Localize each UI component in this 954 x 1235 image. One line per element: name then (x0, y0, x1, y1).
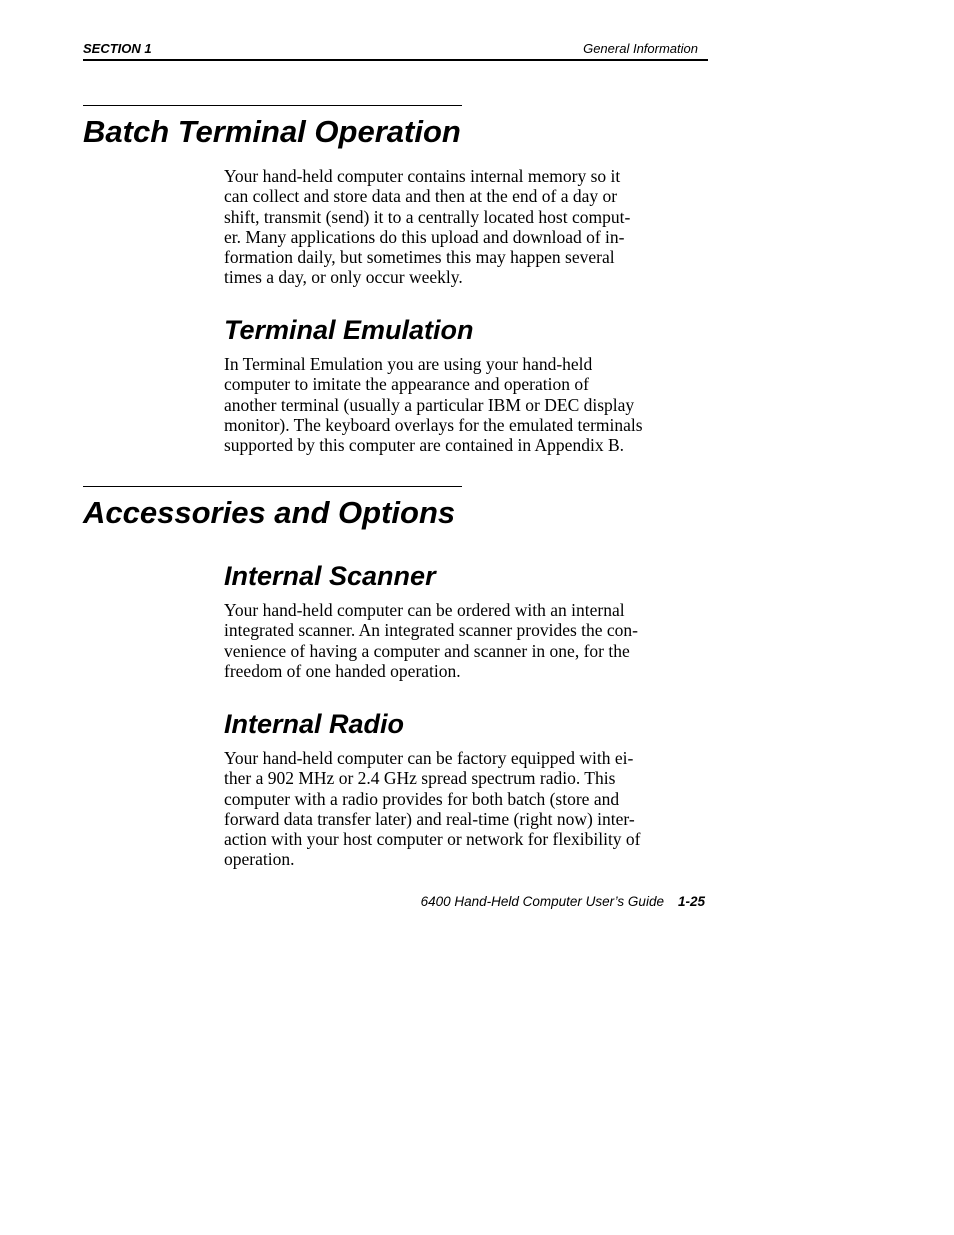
text-line: times a day, or only occur weekly. (224, 267, 463, 288)
running-header (83, 38, 708, 61)
text-line: monitor). The keyboard overlays for the emulated terminals (224, 414, 643, 435)
heading-batch-terminal-operation: Batch Terminal Operation (83, 114, 461, 149)
paragraph-scanner (224, 600, 714, 681)
text-line: integrated scanner. An integrated scanner provides the con- (224, 620, 639, 641)
section-rule-batch (83, 105, 462, 106)
text-line: Your hand-held computer can be ordered with an internal (224, 600, 625, 620)
paragraph-emulation (224, 354, 714, 455)
text-line: operation. (224, 849, 295, 870)
text-line: can collect and store data and then at the end of a day or (224, 186, 618, 207)
chapter-title: General Information (583, 41, 698, 56)
text-line: another terminal (usually a particular IBM or DEC display (224, 394, 635, 415)
heading-internal-radio: Internal Radio (224, 709, 405, 739)
section-rule-accessories (83, 486, 462, 487)
paragraph-radio (224, 748, 714, 870)
text-line: shift, transmit (send) it to a centrally located host comput- (224, 206, 631, 227)
text-line: computer to imitate the appearance and operation of (224, 374, 589, 395)
heading-accessories-and-options: Accessories and Options (83, 495, 456, 530)
text-line: In Terminal Emulation you are using your hand-held (224, 354, 593, 374)
text-line: ther a 902 MHz or 2.4 GHz spread spectrum radio. This (224, 768, 616, 789)
paragraph-batch (224, 166, 714, 288)
text-line: Your hand-held computer contains internal memory so it (224, 166, 621, 186)
page-number: 1-25 (677, 894, 705, 909)
text-line: formation daily, but sometimes this may happen several (224, 247, 615, 268)
text-line: er. Many applications do this upload and download of in- (224, 226, 625, 247)
text-line: freedom of one handed operation. (224, 660, 461, 681)
text-line: action with your host computer or network for flexibility of (224, 829, 641, 850)
text-line: forward data transfer later) and real-time (right now) inter- (224, 808, 635, 829)
heading-terminal-emulation: Terminal Emulation (224, 315, 474, 345)
text-line: venience of having a computer and scanner in one, for the (224, 640, 630, 661)
guide-title: 6400 Hand-Held Computer User’s Guide (420, 894, 664, 909)
text-line: supported by this computer are contained in Appendix B. (224, 435, 624, 456)
text-line: computer with a radio provides for both batch (store and (224, 788, 620, 809)
section-label: SECTION 1 (83, 41, 152, 56)
text-line: Your hand-held computer can be factory equipped with ei- (224, 748, 634, 768)
running-footer (421, 894, 705, 909)
heading-internal-scanner: Internal Scanner (224, 561, 436, 591)
